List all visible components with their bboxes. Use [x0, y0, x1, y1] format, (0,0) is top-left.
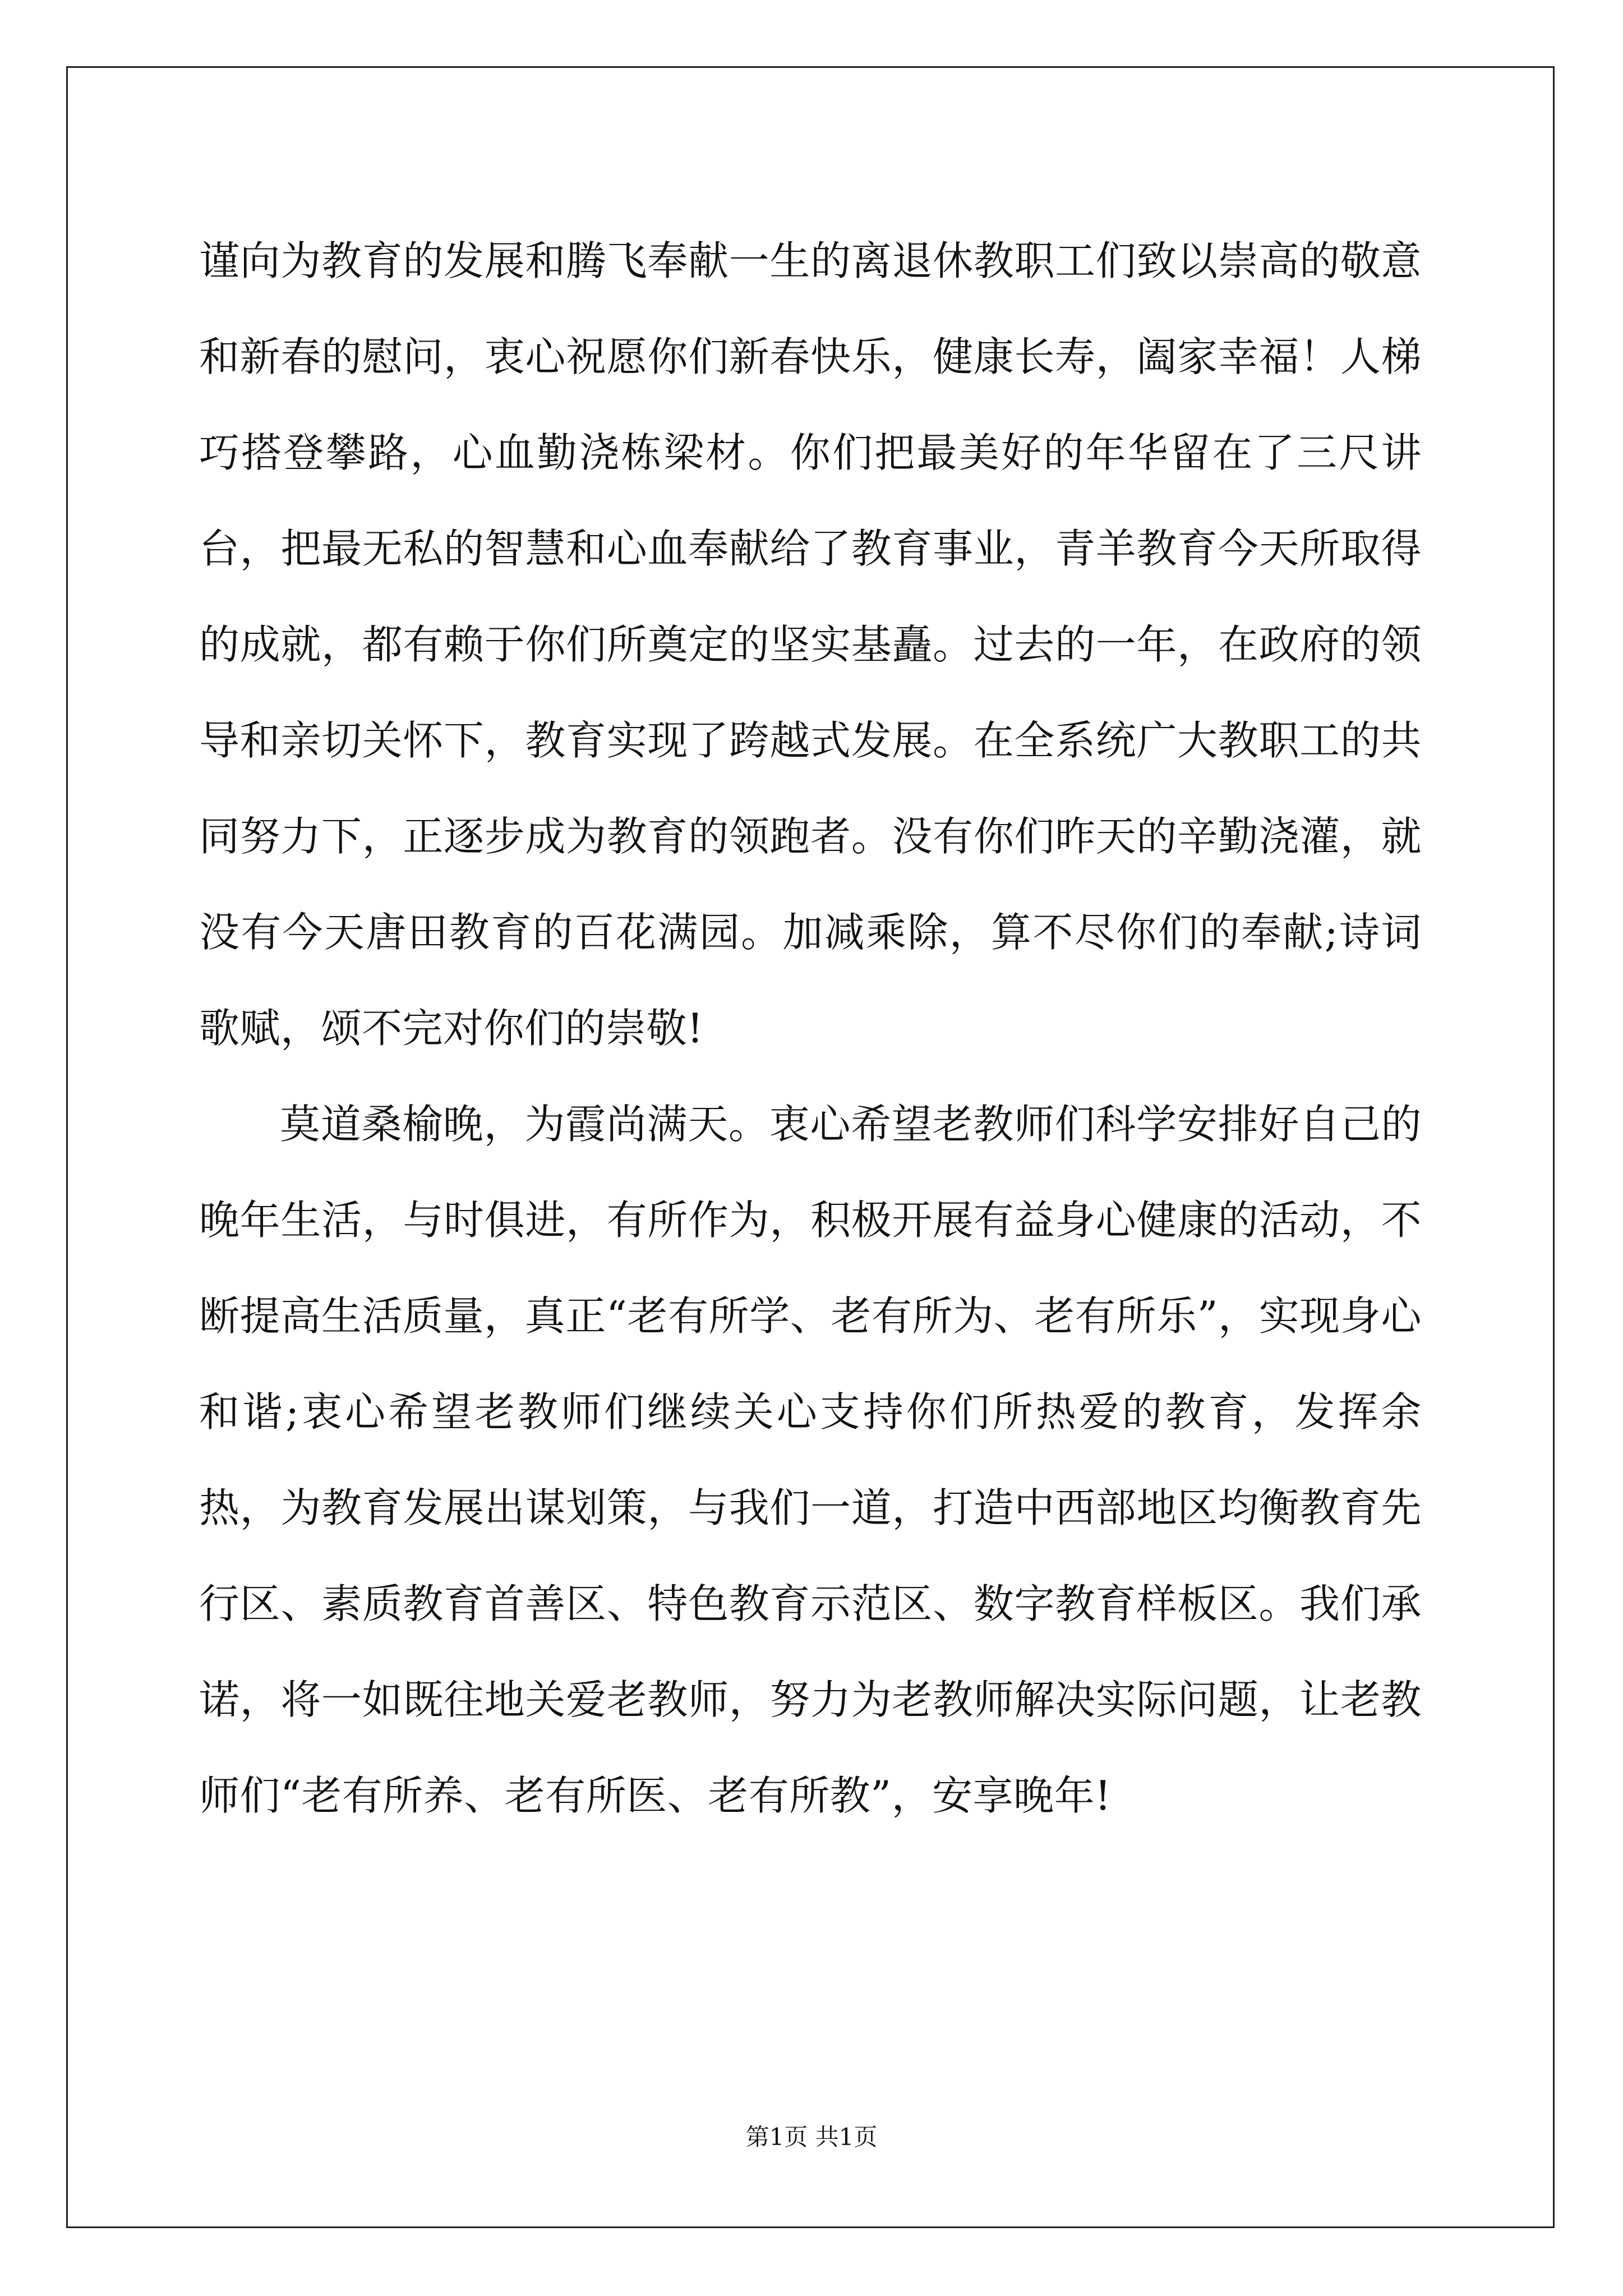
paragraph-2: 莫道桑榆晚，为霞尚满天。衷心希望老教师们科学安排好自己的晚年生活，与时俱进，有所作为，积极开展有益身心健康的活动，不断提高生活质量，真正“老有所学、老有所为、老有所乐”，实现身心和谐;衷心希望老教师们继续关心支持你们所热爱的教育，发挥余热，为教育发展出谋划策，与我们一道，打造中西部地区均衡教育先行区、素质教育首善区、特色教育示范区、数字教育样板区。我们承诺，将一如既往地关爱老教师，努力为老教师解决实际问题，让老教师们“老有所养、老有所医、老有所教”，安享晚年!: [199, 1101, 1422, 1819]
page-number-footer: 第1页 共1页: [745, 2123, 878, 2151]
paragraph-1: 谨向为教育的发展和腾飞奉献一生的离退休教职工们致以崇高的敬意和新春的慰问，衷心祝愿你们新春快乐，健康长寿，阖家幸福！人梯巧搭登攀路，心血勤浇栋梁材。你们把最美好的年华留在了三尺讲台，把最无私的智慧和心血奉献给了教育事业，青羊教育今天所取得的成就，都有赖于你们所奠定的坚实基矗。过去的一年，在政府的领导和亲切关怀下，教育实现了跨越式发展。在全系统广大教职工的共同努力下，正逐步成为教育的领跑者。没有你们昨天的辛勤浇灌，就没有今天唐田教育的百花满园。加减乘除，算不尽你们的奉献;诗词歌赋，颂不完对你们的崇敬!: [199, 237, 1422, 1052]
document-body: [199, 213, 1422, 1844]
